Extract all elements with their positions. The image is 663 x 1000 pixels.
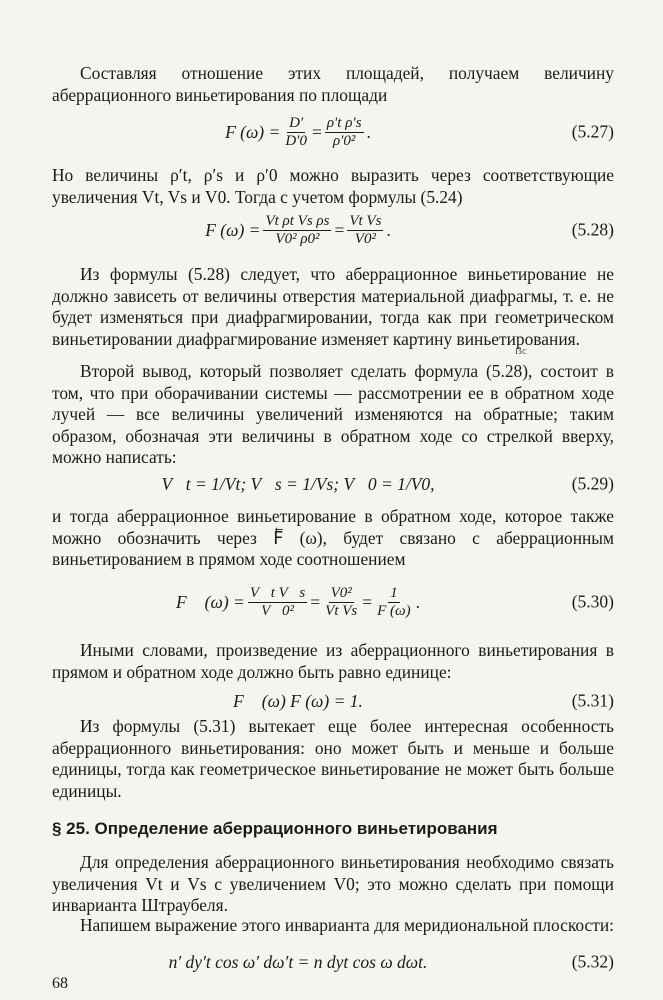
equation-5-28: F (ω) = $\frac{\text{Vt ρt Vs ρs}}{\text{V0² ρ0²}}$ = $\frac{\text{Vt Vs}}{\text{V0²}}$ . (5.28) [205, 212, 614, 247]
equation-5-31: F⃖ (ω) F (ω) = 1. (5.31) [233, 690, 614, 711]
eq528-fraction-2: $\frac{\text{Vt Vs}}{\text{V0²}}$ [349, 212, 382, 247]
equation-5-32: n′ dy′t cos ω′ dω′t = n dyt cos ω dωt. (5.32) [168, 951, 614, 972]
equation-number: (5.27) [571, 121, 614, 142]
paragraph-1: Составляя отношение этих площадей, получаем величину аберрационного виньетирования по площади [52, 63, 614, 105]
eq530-fraction-1: $\frac{\text{V⃖t V⃖s}}{\text{V⃖0²}}$ [249, 584, 306, 619]
eq528-fraction-1: $\frac{\text{Vt ρt Vs ρs}}{\text{V0² ρ0²}}$ [265, 212, 330, 247]
equation-5-29: V⃖t = 1/Vt; V⃖s = 1/Vs; V⃖0 = 1/V0, (5.29) [161, 473, 614, 494]
equation-5-30: F⃖ (ω) = $\frac{\text{V⃖t V⃖s}}{\text{V⃖0²}}$ = $\frac{\text{V0²}}{\text{Vt Vs}}$ = $\frac{1}{F (\omega)}$ . (5.30) [175, 584, 614, 619]
stray-ink-mark: ẞc [515, 346, 527, 357]
equation-5-27: F (ω) = $\frac{D'}{D'0}$ = $\frac{\text{ρ′t ρ′s}}{\text{ρ′0²}}$ . (5.27) [225, 114, 614, 149]
paragraph-5: и тогда аберрационное виньетирование в обратном ходе, которое также можно обозначить через F⃖ (ω), будет связано с аберрационным виньетированием в прямом ходе соотношением [52, 506, 614, 570]
eq530-fraction-3: $\frac{1}{F (\omega)}$ [377, 584, 411, 619]
paragraph-2: Но величины ρ′t, ρ′s и ρ′0 можно выразить через соответствующие увеличения Vt, Vs и V0. Тогда с учетом формулы (5.24) [52, 165, 614, 207]
paragraph-9: Напишем выражение этого инварианта для меридиональной плоскости: [80, 915, 614, 935]
eq527-fraction-2: $\frac{\text{ρ′t ρ′s}}{\text{ρ′0²}}$ [326, 114, 362, 149]
paragraph-8: Для определения аберрационного виньетирования необходимо связать увеличения Vt и Vs с увеличением V0; это можно сделать при помощи инварианта Штраубеля. [52, 852, 614, 916]
eq530-fraction-2: $\frac{\text{V0²}}{\text{Vt Vs}}$ [325, 584, 358, 619]
section-heading: § 25. Определение аберрационного виньетирования [52, 819, 498, 838]
page-number: 68 [52, 975, 68, 992]
paragraph-7: Из формулы (5.31) вытекает еще более интересная особенность аберрационного виньетирования: оно может быть и меньше и больше единицы, тогда как геометрическое виньетирование не может быть больше единицы. [52, 716, 614, 801]
equation-number: (5.30) [571, 591, 614, 612]
eq527-lhs: F (ω) = [225, 121, 281, 142]
paragraph-6: Иными словами, произведение из аберрационного виньетирования в прямом и обратном ходе должно быть равно единице: [52, 640, 614, 682]
equation-number: (5.31) [571, 690, 614, 711]
equation-number: (5.32) [571, 951, 614, 972]
eq527-fraction-1: $\frac{D'}{D'0}$ [285, 114, 307, 149]
paragraph-4: Второй вывод, который позволяет сделать формула (5.28), состоит в том, что при оборачивании системы — рассмотрении ее в обратном ходе лучей — все величины увеличений изменяются на обратные; таким образом, обозначая эти величины в обратном ходе со стрелкой вверху, можно написать: [52, 361, 614, 468]
equation-number: (5.29) [571, 473, 614, 494]
equation-number: (5.28) [571, 219, 614, 240]
paragraph-3: Из формулы (5.28) следует, что аберрационное виньетирование не должно зависеть от величины отверстия материальной диафрагмы, т. е. не будет изменяться при диафрагмировании, тогда как при геометрическом виньетировании диафрагмирование изменяет картину виньетирования. [52, 264, 614, 349]
